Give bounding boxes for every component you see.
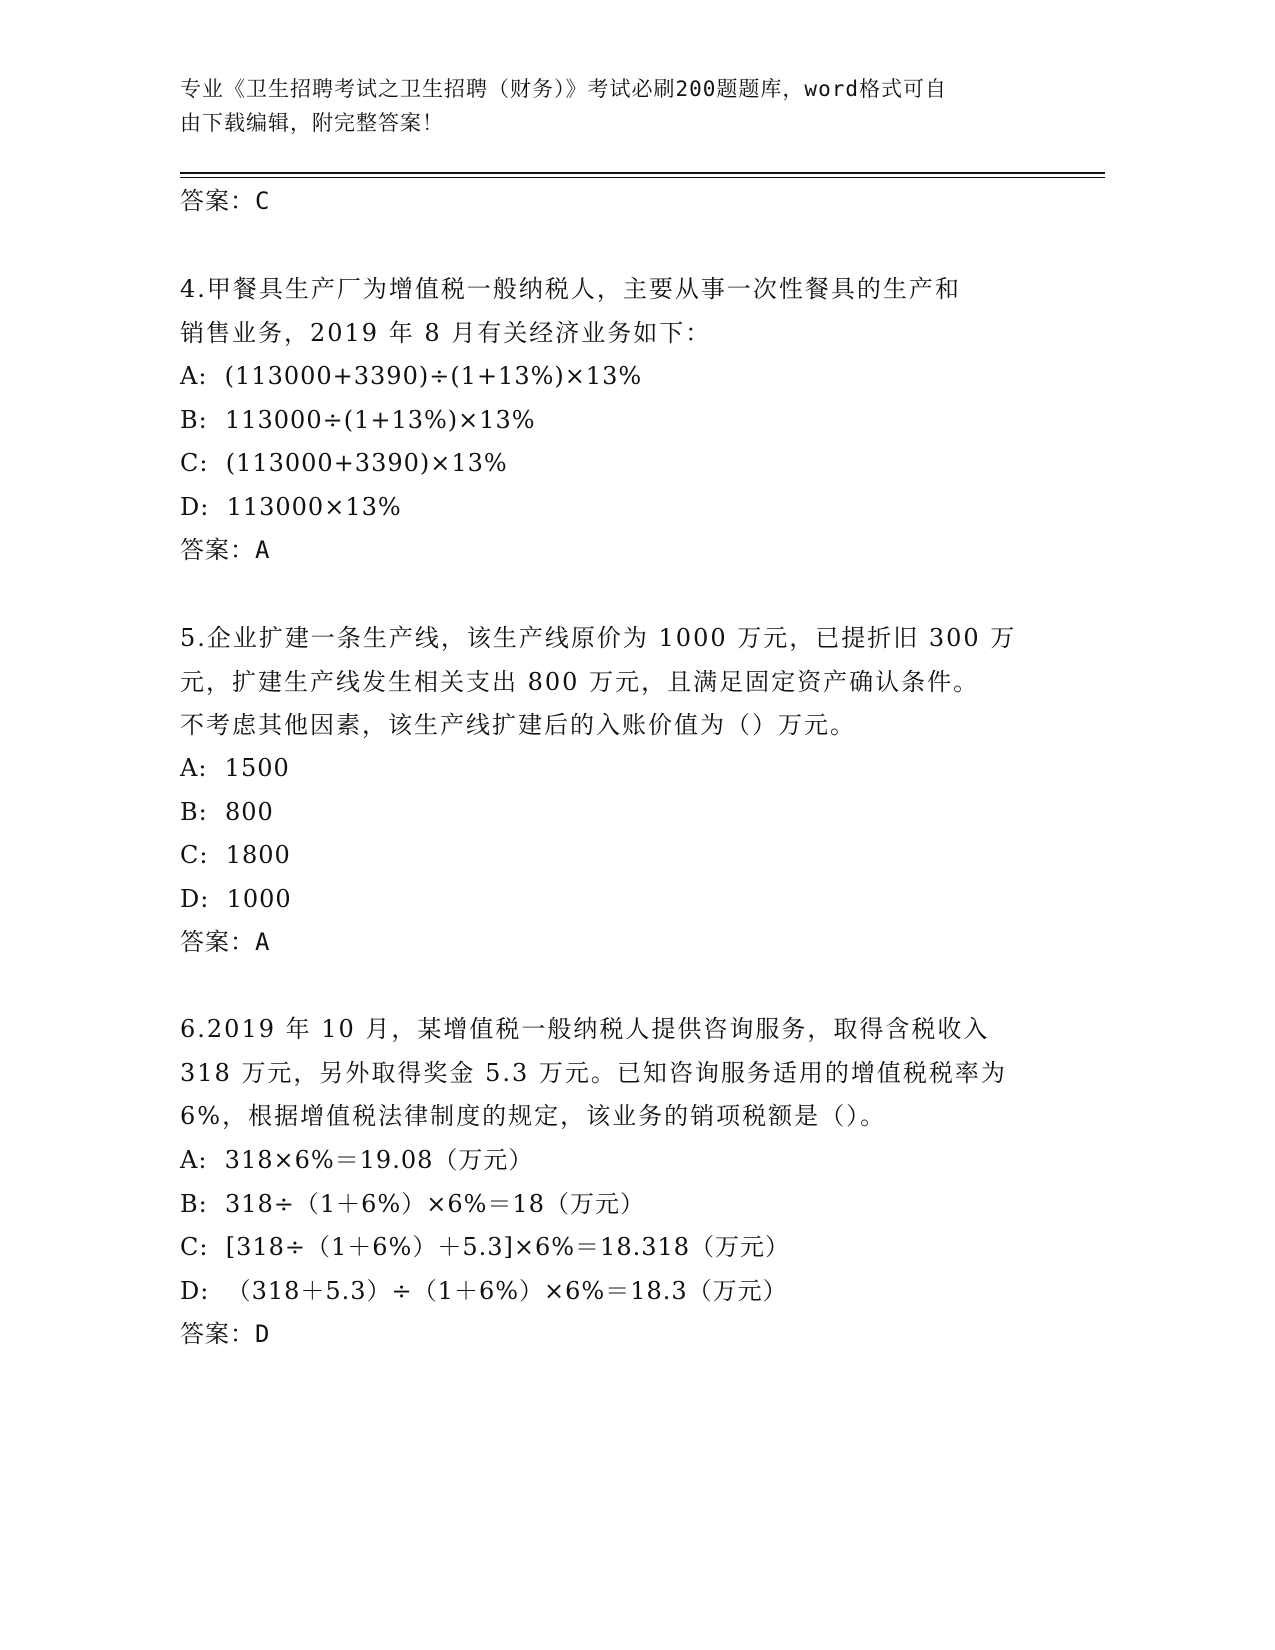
- question-5-stem: [180, 617, 1060, 748]
- answer-previous: 答案：C: [180, 187, 271, 215]
- header-divider-thin: [180, 177, 1105, 178]
- question-4-stem-line-1: 4.甲餐具生产厂为增值税一般纳税人，主要从事一次性餐具的生产和: [180, 275, 961, 303]
- question-5-stem-line-2: 元，扩建生产线发生相关支出 800 万元，且满足固定资产确认条件。: [180, 667, 980, 696]
- question-6-stem: [180, 1008, 1060, 1139]
- header-line-2: 由下载编辑，附完整答案！: [180, 111, 444, 135]
- question-6-stem-line-2: 318 万元，另外取得奖金 5.3 万元。已知咨询服务适用的增值税税率为: [180, 1058, 1007, 1087]
- question-6-option-d: D: （318＋5.3）÷（1＋6%）×6%＝18.3（万元）: [180, 1277, 788, 1305]
- question-6-answer: 答案：D: [180, 1320, 271, 1348]
- question-4-stem-line-2: 销售业务，2019 年 8 月有关经济业务如下：: [180, 318, 712, 347]
- header-divider-thick: [180, 172, 1105, 174]
- question-5-answer: 答案：A: [180, 928, 271, 956]
- question-4-option-c: C: (113000+3390)×13%: [180, 449, 508, 477]
- question-5-stem-line-1: 5.企业扩建一条生产线，该生产线原价为 1000 万元，已提折旧 300 万: [180, 624, 1017, 652]
- question-4-option-a: A: (113000+3390)÷(1+13%)×13%: [180, 362, 643, 390]
- question-6-stem-line-3: 6%，根据增值税法律制度的规定，该业务的销项税额是（）。: [180, 1102, 887, 1131]
- question-4-stem: [180, 268, 1060, 355]
- question-5-option-c: C: 1800: [180, 841, 291, 869]
- question-5-stem-line-3: 不考虑其他因素，该生产线扩建后的入账价值为（）万元。: [180, 711, 856, 740]
- header-line-1: 专业《卫生招聘考试之卫生招聘（财务）》考试必刷200题题库，word格式可自: [180, 77, 947, 101]
- question-6-option-c: C: [318÷（1＋6%）＋5.3]×6%＝18.318（万元）: [180, 1233, 791, 1261]
- question-5-option-b: B: 800: [180, 798, 274, 826]
- question-6-stem-line-1: 6.2019 年 10 月，某增值税一般纳税人提供咨询服务，取得含税收入: [180, 1015, 990, 1043]
- question-5-option-d: D: 1000: [180, 885, 292, 913]
- question-6-option-a: A: 318×6%＝19.08（万元）: [180, 1146, 534, 1174]
- question-5-option-a: A: 1500: [180, 754, 290, 782]
- document-header: [180, 72, 1060, 140]
- question-4-option-d: D: 113000×13%: [180, 493, 402, 521]
- question-4-option-b: B: 113000÷(1+13%)×13%: [180, 406, 536, 434]
- question-6-option-b: B: 318÷（1＋6%）×6%＝18（万元）: [180, 1190, 645, 1218]
- question-4-answer: 答案：A: [180, 536, 271, 564]
